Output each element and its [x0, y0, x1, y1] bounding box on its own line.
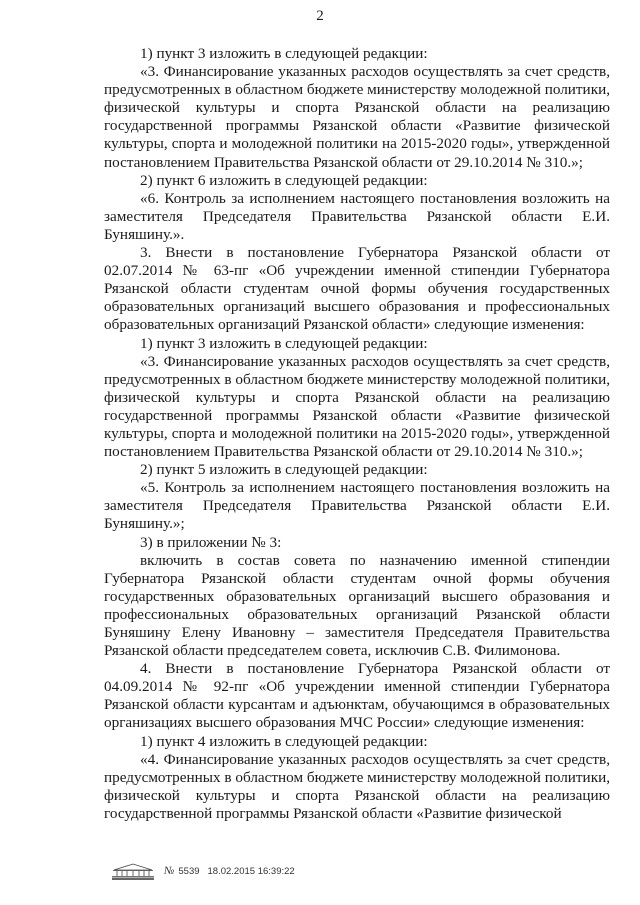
paragraph: 2) пункт 6 изложить в следующей редакции:	[140, 171, 428, 189]
paragraph: 1) пункт 3 изложить в следующей редакции:	[140, 334, 428, 352]
paragraph: «3. Финансирование указанных расходов осуществлять за счет средств, предусмотренных в областном бюджете министерству молодежной политики, физической культуры и спорта Рязанской области на реализацию государственной программы Рязанской области «Развитие физической культуры, спорта и молодежной политики на 2015-2020 годы», утвержденной постановлением Правительства Рязанской области от 29.10.2014 № 310.»;	[104, 63, 610, 171]
document-body	[104, 45, 610, 823]
paragraph: «5. Контроль за исполнением настоящего постановления возложить на заместителя Председателя Правительства Рязанской области Е.И. Буняшину.»;	[104, 479, 610, 533]
document-number: 5539	[178, 865, 200, 877]
paragraph: 2) пункт 5 изложить в следующей редакции:	[140, 461, 428, 479]
paragraph: «6. Контроль за исполнением настоящего постановления возложить на заместителя Председателя Правительства Рязанской области Е.И. Буняшину.».	[104, 189, 610, 243]
paragraph: 3) в приложении № 3:	[140, 533, 282, 551]
paragraph: 4. Внести в постановление Губернатора Рязанской области от 04.09.2014 № 92-пг «Об учреждении именной стипендии Губернатора Рязанской области курсантам и адъюнктам, обучающимся в образовательных организациях высшего образования МЧС России» следующие изменения:	[104, 660, 610, 732]
paragraph: 3. Внести в постановление Губернатора Рязанской области от 02.07.2014 № 63-пг «Об учреждении именной стипендии Губернатора Рязанской области студентам очной формы обучения государственных образовательных организаций высшего образования и профессиональных образовательных организаций Рязанской области» следующие изменения:	[104, 244, 610, 334]
paragraph: включить в состав совета по назначению именной стипендии Губернатора Рязанской области студентам очной формы обучения государственных образовательных организаций высшего образования и профессиональных образовательных организаций Рязанской области Буняшину Елену Ивановну – заместителя Председателя Правительства Рязанской области председателем совета, исключив С.В. Филимонова.	[104, 551, 610, 660]
document-timestamp: 18.02.2015 16:39:22	[207, 865, 295, 877]
paragraph: «3. Финансирование указанных расходов осуществлять за счет средств, предусмотренных в областном бюджете министерству молодежной политики, физической культуры и спорта Рязанской области на реализацию государственной программы Рязанской области «Развитие физической культуры, спорта и молодежной политики на 2015-2020 годы», утвержденной постановлением Правительства Рязанской области от 29.10.2014 № 310.»;	[104, 352, 610, 461]
document-number-sign: №	[164, 865, 175, 877]
government-building-stamp-icon	[108, 861, 158, 881]
document-footer	[108, 860, 295, 882]
paragraph: 1) пункт 4 изложить в следующей редакции:	[140, 732, 428, 750]
paragraph: 1) пункт 3 изложить в следующей редакции:	[140, 45, 428, 62]
paragraph: «4. Финансирование указанных расходов осуществлять за счет средств, предусмотренных в областном бюджете министерству молодежной политики, физической культуры и спорта Рязанской области на реализацию государственной программы Рязанской области «Развитие физической	[104, 750, 610, 822]
page-number: 2	[316, 8, 324, 24]
